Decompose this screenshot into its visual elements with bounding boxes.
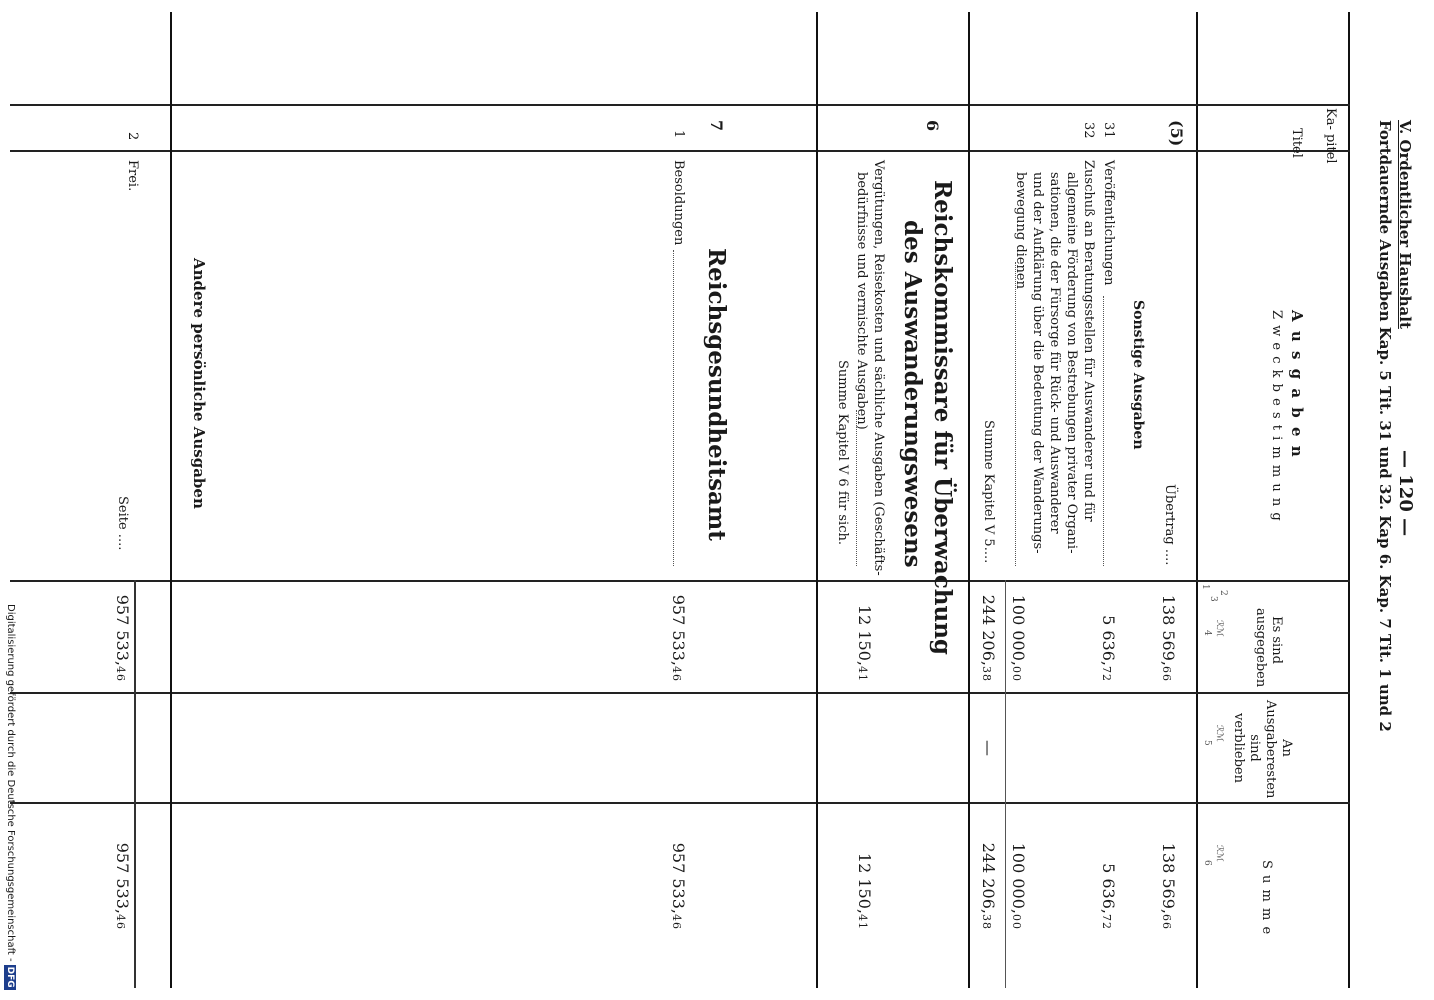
header-bottom-rule [1196,12,1198,988]
titel-1-amount: 957 533,46 [669,594,688,682]
page-number: — 120 — [1395,450,1416,537]
page-subtitle: Fortdauernde Ausgaben Kap. 5 Tit. 31 und 32. Kap 6. Kap. 7 Tit. 1 und 2 [1376,120,1394,732]
leader-dots [1015,262,1016,566]
kapitel-6-title-line-1: Reichskommissare für Überwachung [929,180,956,655]
kapitel-6-title-line-2: des Auswanderungswesens [899,220,926,568]
header-ausgaben: A u s g a b e n [1288,310,1306,459]
titel-32-line-2: allgemeine Förderung von Bestrebungen privater Organi- [1064,172,1079,554]
kapitel-7: 7 [707,120,726,132]
subtotal-rule [1005,580,1006,988]
header-ausgegeben: Es sind ausgegeben [1253,608,1284,688]
kapitel-5: (5) [1167,120,1186,147]
titel-32-sum: 100 000,00 [1009,842,1028,930]
kapitel-6: 6 [923,120,942,132]
unit-col4: ℛℳ [1214,620,1224,637]
titel-32-amount: 100 000,00 [1009,594,1028,682]
titel-32-line-5: bewegung dienen [1013,172,1028,289]
leader-dots [1103,296,1104,566]
summe-kapitel-5-label: Summe Kapitel V 5.... [981,420,996,564]
titel-31-amount: 5 636,72 [1099,615,1118,682]
seite-amount: 957 533,46 [113,594,132,682]
summe-kapitel-5-amount: 244 206,38 [979,594,998,682]
seite-sum: 957 533,46 [113,842,132,930]
kapitel-6-end-rule [817,12,819,988]
titel-32-line-3: sationen, die der Fürsorge für Rück- und Auswanderer [1047,172,1062,534]
unit-col5: ℛℳ [1214,725,1224,742]
col-rule-kapitel [10,150,1350,152]
unit-col6: ℛℳ [1214,845,1224,862]
titel-31-sum: 5 636,72 [1099,863,1118,930]
titel-31: 31 [1101,122,1116,139]
leader-dots [856,410,857,566]
colnum-2: 2 [1218,590,1228,596]
colnum-3: 3 [1208,596,1218,602]
kapitel-7-title: Reichsgesundheitsamt [703,248,730,541]
colnum-5: 5 [1202,740,1212,746]
colnum-1: 1 [1200,584,1210,590]
titel-1-sum: 957 533,46 [669,842,688,930]
kapitel-6-amount: 12 150,41 [855,604,874,682]
heading-andere: Andere persönliche Ausgaben [190,258,208,509]
uebertrag-amount: 138 569,66 [1159,594,1178,682]
colnum-6: 6 [1202,860,1212,866]
summe-kapitel-6-label: Summe Kapitel V 6 für sich. [835,360,850,545]
section-title: V. Ordentlicher Haushalt [1396,120,1414,329]
titel-32-line-1: Zuschuß an Beratungsstellen für Auswanderer und für [1081,160,1096,522]
titel-31-text: Veröffentlichungen [1101,160,1116,286]
kapitel-5-end-rule [969,12,971,988]
titel-1: 1 [671,130,686,139]
titel-2: 2 [125,132,140,141]
summe-kapitel-5-reste: — [979,740,998,756]
header-summe: S u m m e [1259,860,1274,936]
col-rule-text [10,580,1350,582]
page-bottom-rule [170,12,172,988]
header-reste: An Ausgaberesten sind verblieben [1231,700,1294,799]
heading-sonstige: Sonstige Ausgaben [1130,300,1146,450]
col-rule-titel [10,104,1350,106]
uebertrag-label: Übertrag .... [1162,484,1177,566]
summe-kapitel-5-sum: 244 206,38 [979,842,998,930]
kapitel-6-sum: 12 150,41 [855,852,874,930]
uebertrag-sum: 138 569,66 [1159,842,1178,930]
dfg-logo: DFG [5,966,15,988]
header-titel: Titel [1289,128,1304,158]
digitization-credit [2,604,18,996]
credit-text: Digitalisierung gefördert durch die Deutsche Forschungsgemeinschaft - [5,604,16,962]
table-top-rule [1348,12,1350,988]
kapitel-6-line-1: Vergütungen, Reisekosten und sächliche Ausgaben (Geschäfts- [871,160,886,576]
header-zweck: Z w e c k b e s t i m m u n g [1269,310,1284,522]
titel-32: 32 [1081,122,1096,139]
seite-rule [135,580,137,988]
kapitel-6-line-2: bedürfnisse und vermischte Ausgaben) [854,172,869,430]
col-rule-reste [10,802,1350,804]
seite-label: Seite .... [115,496,130,551]
col-rule-ausgegeben [10,692,1350,694]
colnum-4: 4 [1202,630,1212,636]
titel-1-text: Besoldungen [671,160,686,246]
titel-2-text: Frei. [125,160,140,192]
header-kapitel: Ka- pitel [1323,108,1338,164]
titel-32-line-4: und der Aufklärung über die Bedeutung der Wanderungs- [1030,172,1045,554]
leader-dots [673,250,674,566]
